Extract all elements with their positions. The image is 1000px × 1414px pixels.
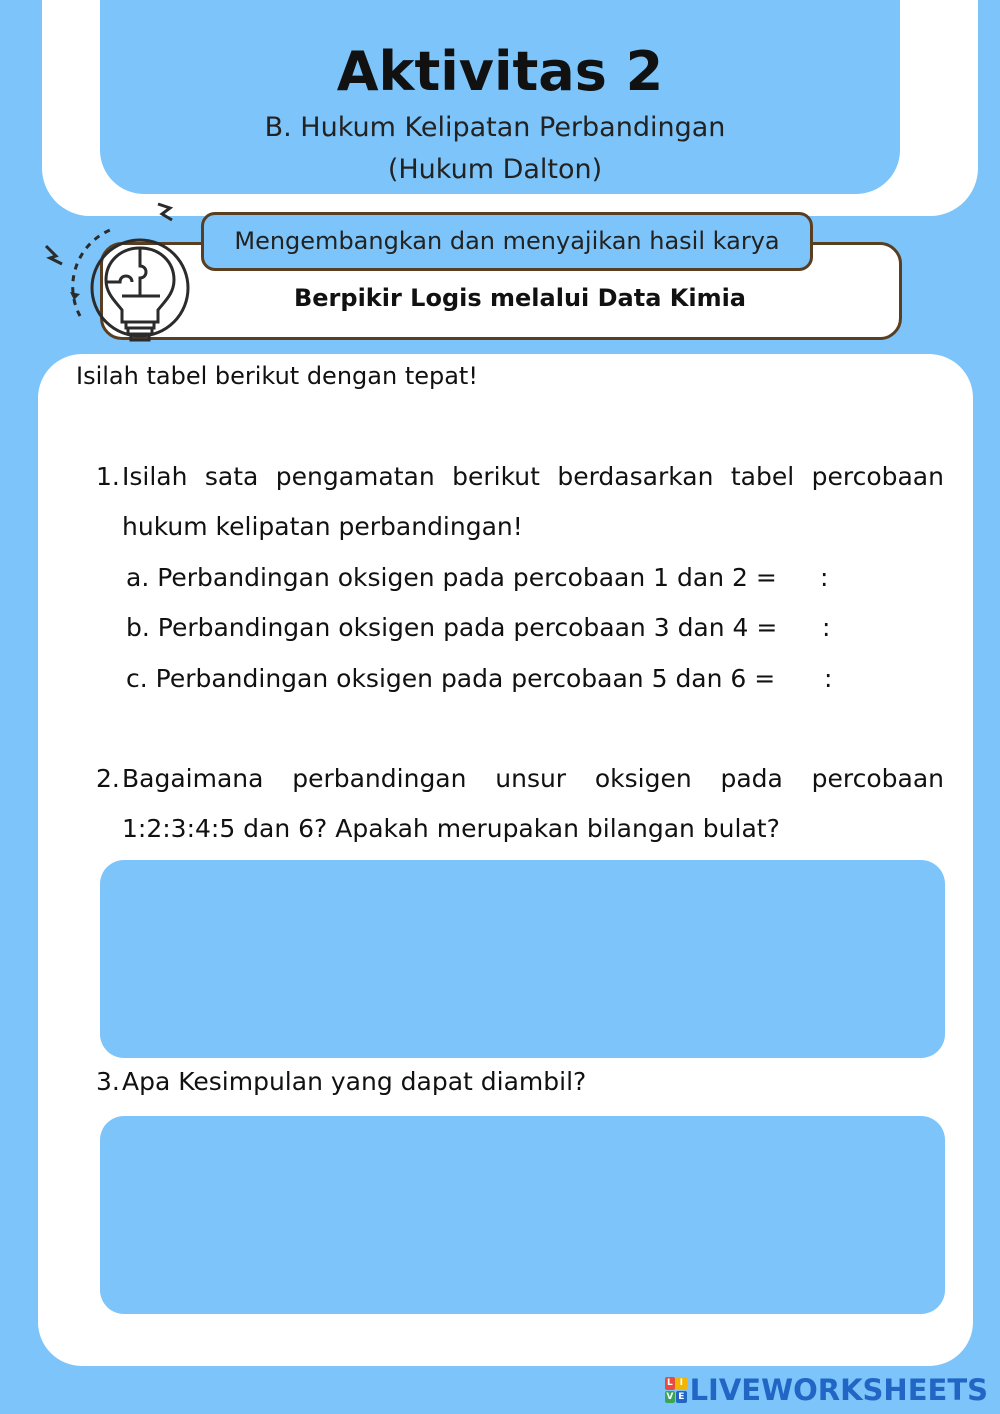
liveworksheets-brand[interactable] xyxy=(665,1373,988,1407)
question-2-line-2: 1:2:3:4:5 dan 6? Apakah merupakan bilangan bulat? xyxy=(122,814,780,843)
question-1-word: berdasarkan xyxy=(557,462,714,491)
brand-name: LIVEWORKSHEETS xyxy=(689,1373,988,1407)
page-title: Aktivitas 2 xyxy=(336,40,664,103)
question-1-word: Isilah xyxy=(122,462,188,491)
question-1-number: 1. xyxy=(96,462,120,491)
question-1a-text: a. Perbandingan oksigen pada percobaan 1 dan 2 = xyxy=(126,563,777,592)
question-1-word: percobaan xyxy=(811,462,944,491)
skill-banner-subtitle: Berpikir Logis melalui Data Kimia xyxy=(293,284,746,312)
question-2-word: unsur xyxy=(495,764,567,793)
instruction-text: Isilah tabel berikut dengan tepat! xyxy=(76,362,478,390)
question-1-word: tabel xyxy=(730,462,795,491)
question-1b-separator: : xyxy=(822,613,831,642)
question-3-number: 3. xyxy=(96,1067,120,1096)
question-1-line-2: hukum kelipatan perbandingan! xyxy=(122,512,523,541)
question-1c-text: c. Perbandingan oksigen pada percobaan 5 dan 6 = xyxy=(126,664,776,693)
logo-letter: L xyxy=(665,1377,676,1390)
question-1-word: berikut xyxy=(452,462,540,491)
question-2-line-1 xyxy=(122,764,944,800)
logo-letter: I xyxy=(676,1377,687,1390)
question-2-number: 2. xyxy=(96,764,120,793)
question-2-word: oksigen xyxy=(594,764,692,793)
question-1b-text: b. Perbandingan oksigen pada percobaan 3 dan 4 = xyxy=(126,613,778,642)
question-3-text: Apa Kesimpulan yang dapat diambil? xyxy=(122,1067,587,1096)
subtitle-line-1: B. Hukum Kelipatan Perbandingan xyxy=(264,112,726,143)
question-2-word: perbandingan xyxy=(292,764,467,793)
question-1c-separator: : xyxy=(824,664,833,693)
question-1-word: sata xyxy=(204,462,259,491)
question-2-answer-box[interactable] xyxy=(100,860,945,1058)
question-2-word: percobaan xyxy=(811,764,944,793)
subtitle-line-2: (Hukum Dalton) xyxy=(387,154,603,185)
logo-letter: V xyxy=(666,1391,674,1402)
question-3-answer-box[interactable] xyxy=(100,1116,945,1314)
question-2-word: Bagaimana xyxy=(122,764,264,793)
question-2-word: pada xyxy=(720,764,783,793)
liveworksheets-logo-icon xyxy=(665,1377,687,1403)
logo-letter: E xyxy=(676,1391,687,1404)
lightbulb-puzzle-icon xyxy=(40,196,200,356)
skill-banner-label: Mengembangkan dan menyajikan hasil karya xyxy=(201,212,813,271)
question-1a-separator: : xyxy=(820,563,829,592)
question-1-line-1 xyxy=(122,462,944,498)
question-1-word: pengamatan xyxy=(275,462,435,491)
